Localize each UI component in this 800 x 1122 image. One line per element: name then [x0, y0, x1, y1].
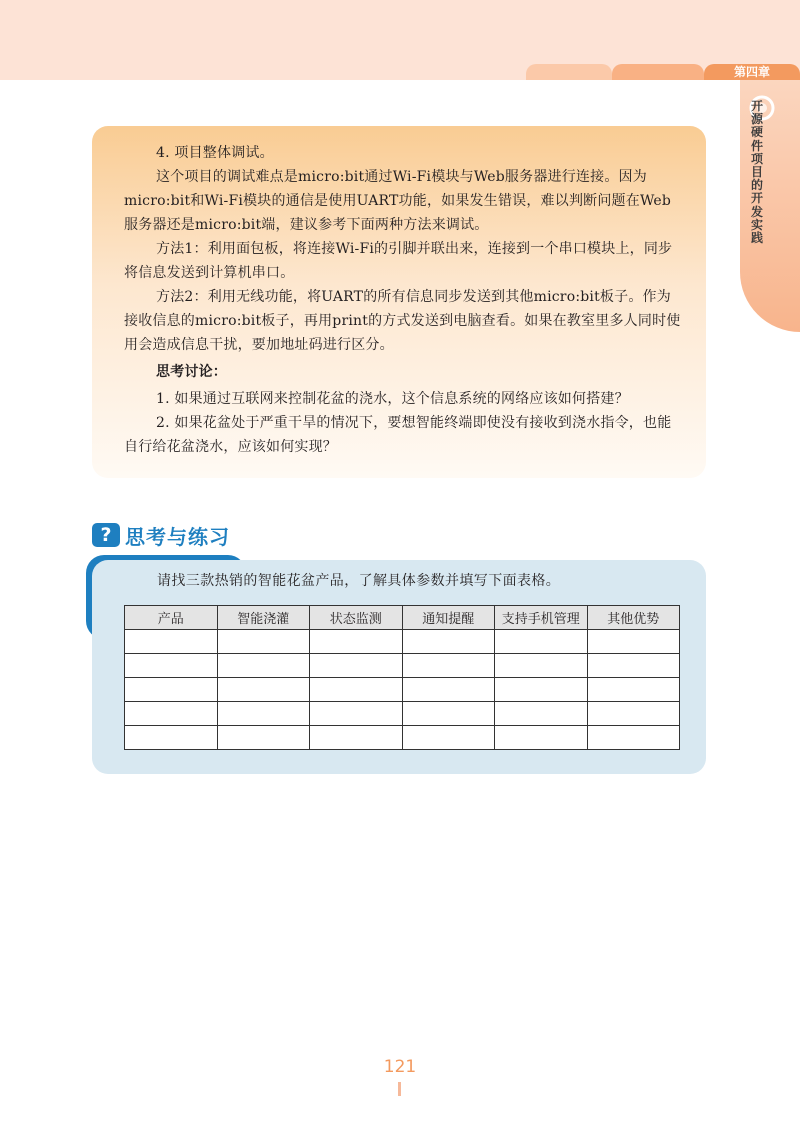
exercise-instruction: 请找三款热销的智能花盆产品，了解具体参数并填写下面表格。: [157, 573, 561, 589]
table-cell: [125, 726, 218, 750]
table-header-cell: 通知提醒: [402, 606, 495, 630]
table-cell: [217, 726, 310, 750]
table-cell: [587, 654, 680, 678]
exercise-section-header: [92, 520, 230, 550]
step-heading: 4. 项目整体调试。: [156, 145, 274, 161]
table-header-cell: 状态监测: [310, 606, 403, 630]
header-tab-decoration: [526, 64, 612, 80]
table-cell: [125, 702, 218, 726]
chapter-tab: 第四章: [704, 64, 800, 80]
discussion-question: 2. 如果花盆处于严重干旱的情况下，要想智能终端即使没有接收到浇水指令，也能自行给花盆浇水，应该如何实现？: [124, 415, 672, 455]
table-cell: [587, 678, 680, 702]
table-cell: [310, 654, 403, 678]
product-comparison-table: [124, 605, 680, 750]
table-header-cell: 产品: [125, 606, 218, 630]
table-cell: [125, 678, 218, 702]
section-title: 思考与练习: [125, 524, 230, 549]
debug-box-text: [124, 141, 684, 459]
table-cell: [310, 678, 403, 702]
table-row: [125, 630, 680, 654]
discussion-question: 1. 如果通过互联网来控制花盆的浇水，这个信息系统的网络应该如何搭建？: [156, 391, 629, 407]
table-cell: [310, 702, 403, 726]
page-number: 121: [383, 1057, 417, 1077]
table-cell: [587, 726, 680, 750]
table-cell: [402, 702, 495, 726]
table-row: [125, 678, 680, 702]
table-row: [125, 726, 680, 750]
page-number-tick: [398, 1082, 401, 1096]
method-2-paragraph: 方法2：利用无线功能，将UART的所有信息同步发送到其他micro:bit板子。作为接收信息的micro:bit板子，再用print的方式发送到电脑查看。如果在教室里多人同时使用会造成信息干扰，要加地址码进行区分。: [124, 289, 681, 353]
table-header-cell: 支持手机管理: [495, 606, 588, 630]
table-cell: [217, 654, 310, 678]
table-row: [125, 654, 680, 678]
table-cell: [402, 678, 495, 702]
table-cell: [495, 630, 588, 654]
discussion-heading: 思考讨论：: [156, 364, 227, 380]
table-header-row: [125, 606, 680, 630]
question-icon: ?: [92, 523, 120, 547]
table-cell: [125, 654, 218, 678]
table-cell: [495, 702, 588, 726]
table-cell: [217, 678, 310, 702]
table-cell: [402, 726, 495, 750]
table-cell: [217, 630, 310, 654]
table-row: [125, 702, 680, 726]
table-header-cell: 其他优势: [587, 606, 680, 630]
table-cell: [495, 726, 588, 750]
chapter-side-title: 开源硬件项目的开发实践: [750, 99, 763, 246]
table-cell: [402, 654, 495, 678]
method-1-paragraph: 方法1：利用面包板，将连接Wi-Fi的引脚并联出来，连接到一个串口模块上，同步将信息发送到计算机串口。: [124, 241, 673, 281]
table-cell: [587, 702, 680, 726]
table-cell: [587, 630, 680, 654]
table-cell: [310, 630, 403, 654]
table-cell: [217, 702, 310, 726]
table-cell: [310, 726, 403, 750]
table-cell: [402, 630, 495, 654]
table-cell: [495, 654, 588, 678]
table-cell: [125, 630, 218, 654]
debug-paragraph: 这个项目的调试难点是micro:bit通过Wi-Fi模块与Web服务器进行连接。因为micro:bit和Wi-Fi模块的通信是使用UART功能，如果发生错误，难以判断问题在Web服务器还是micro:bit端，建议参考下面两种方法来调试。: [124, 169, 672, 233]
header-tab-decoration: [612, 64, 704, 80]
table-header-cell: 智能浇灌: [217, 606, 310, 630]
table-cell: [495, 678, 588, 702]
